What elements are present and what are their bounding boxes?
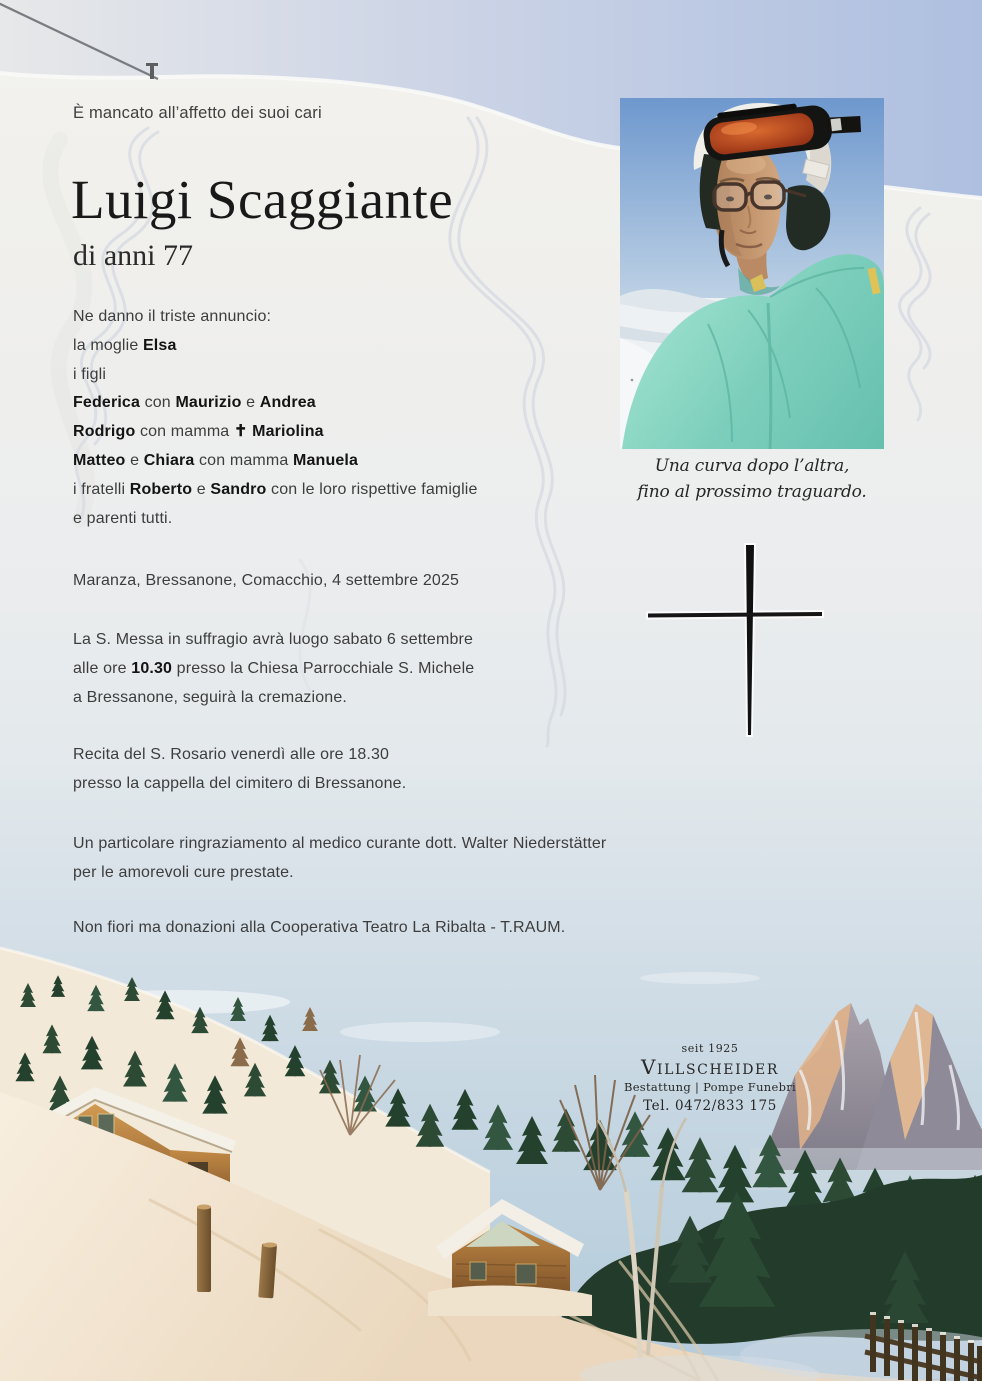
text-line: la moglie Elsa [73,336,177,354]
text-line: Recita del S. Rosario venerdì alle ore 18.30 [73,746,390,763]
portrait-illustration [620,98,884,449]
photo-caption [620,453,884,505]
donation-notice: Non fiori ma donazioni alla Cooperativa Teatro La Ribalta - T.RAUM. [73,919,566,936]
funeral-home-since: seit 1925 [681,1042,739,1055]
text-line: Una curva dopo l’altra, [654,456,850,476]
dateline: Maranza, Bressanone, Comacchio, 4 settembre 2025 [73,572,460,589]
announcement-block [73,303,478,533]
funeral-home-name: Villscheider [640,1055,779,1079]
text-line: i fratelli Roberto e Sandro con le loro rispettive famiglie [73,480,478,498]
funeral-home-phone: Tel. 0472/833 175 [643,1098,777,1114]
memorial-cross-icon [636,536,836,746]
deceased-age: di anni 77 [73,239,193,272]
mass-notice [73,626,474,712]
deceased-intro: È mancato all’affetto dei suoi cari [73,104,322,122]
text-line: Rodrigo con mamma ✝ Mariolina [73,423,324,441]
text-line: fino al prossimo traguardo. [637,482,867,502]
text-line: La S. Messa in suffragio avrà luogo sabato 6 settembre [73,631,474,648]
deceased-name: Luigi Scaggiante [71,169,454,230]
text-line: Un particolare ringraziamento al medico curante dott. Walter Niederstätter [73,835,607,852]
rosary-notice [73,741,406,799]
text-line: Federica con Maurizio e Andrea [73,394,316,412]
text-line: i figli [73,365,107,383]
text-line: Matteo e Chiara con mamma Manuela [73,451,359,469]
funeral-home-tagline: Bestattung | Pompe Funebri [623,1080,797,1094]
text-line: alle ore 10.30 presso la Chiesa Parrocchiale S. Michele [73,659,475,677]
portrait-photo [620,98,884,449]
funeral-home-logo [586,1042,834,1114]
text-line: Ne danno il triste annuncio: [73,308,272,325]
thanks-notice [73,830,606,888]
text-line: a Bressanone, seguirà la cremazione. [73,688,347,706]
text-line: presso la cappella del cimitero di Bressanone. [73,774,407,792]
text-line: per le amorevoli cure prestate. [73,863,294,881]
text-line: e parenti tutti. [73,509,173,527]
